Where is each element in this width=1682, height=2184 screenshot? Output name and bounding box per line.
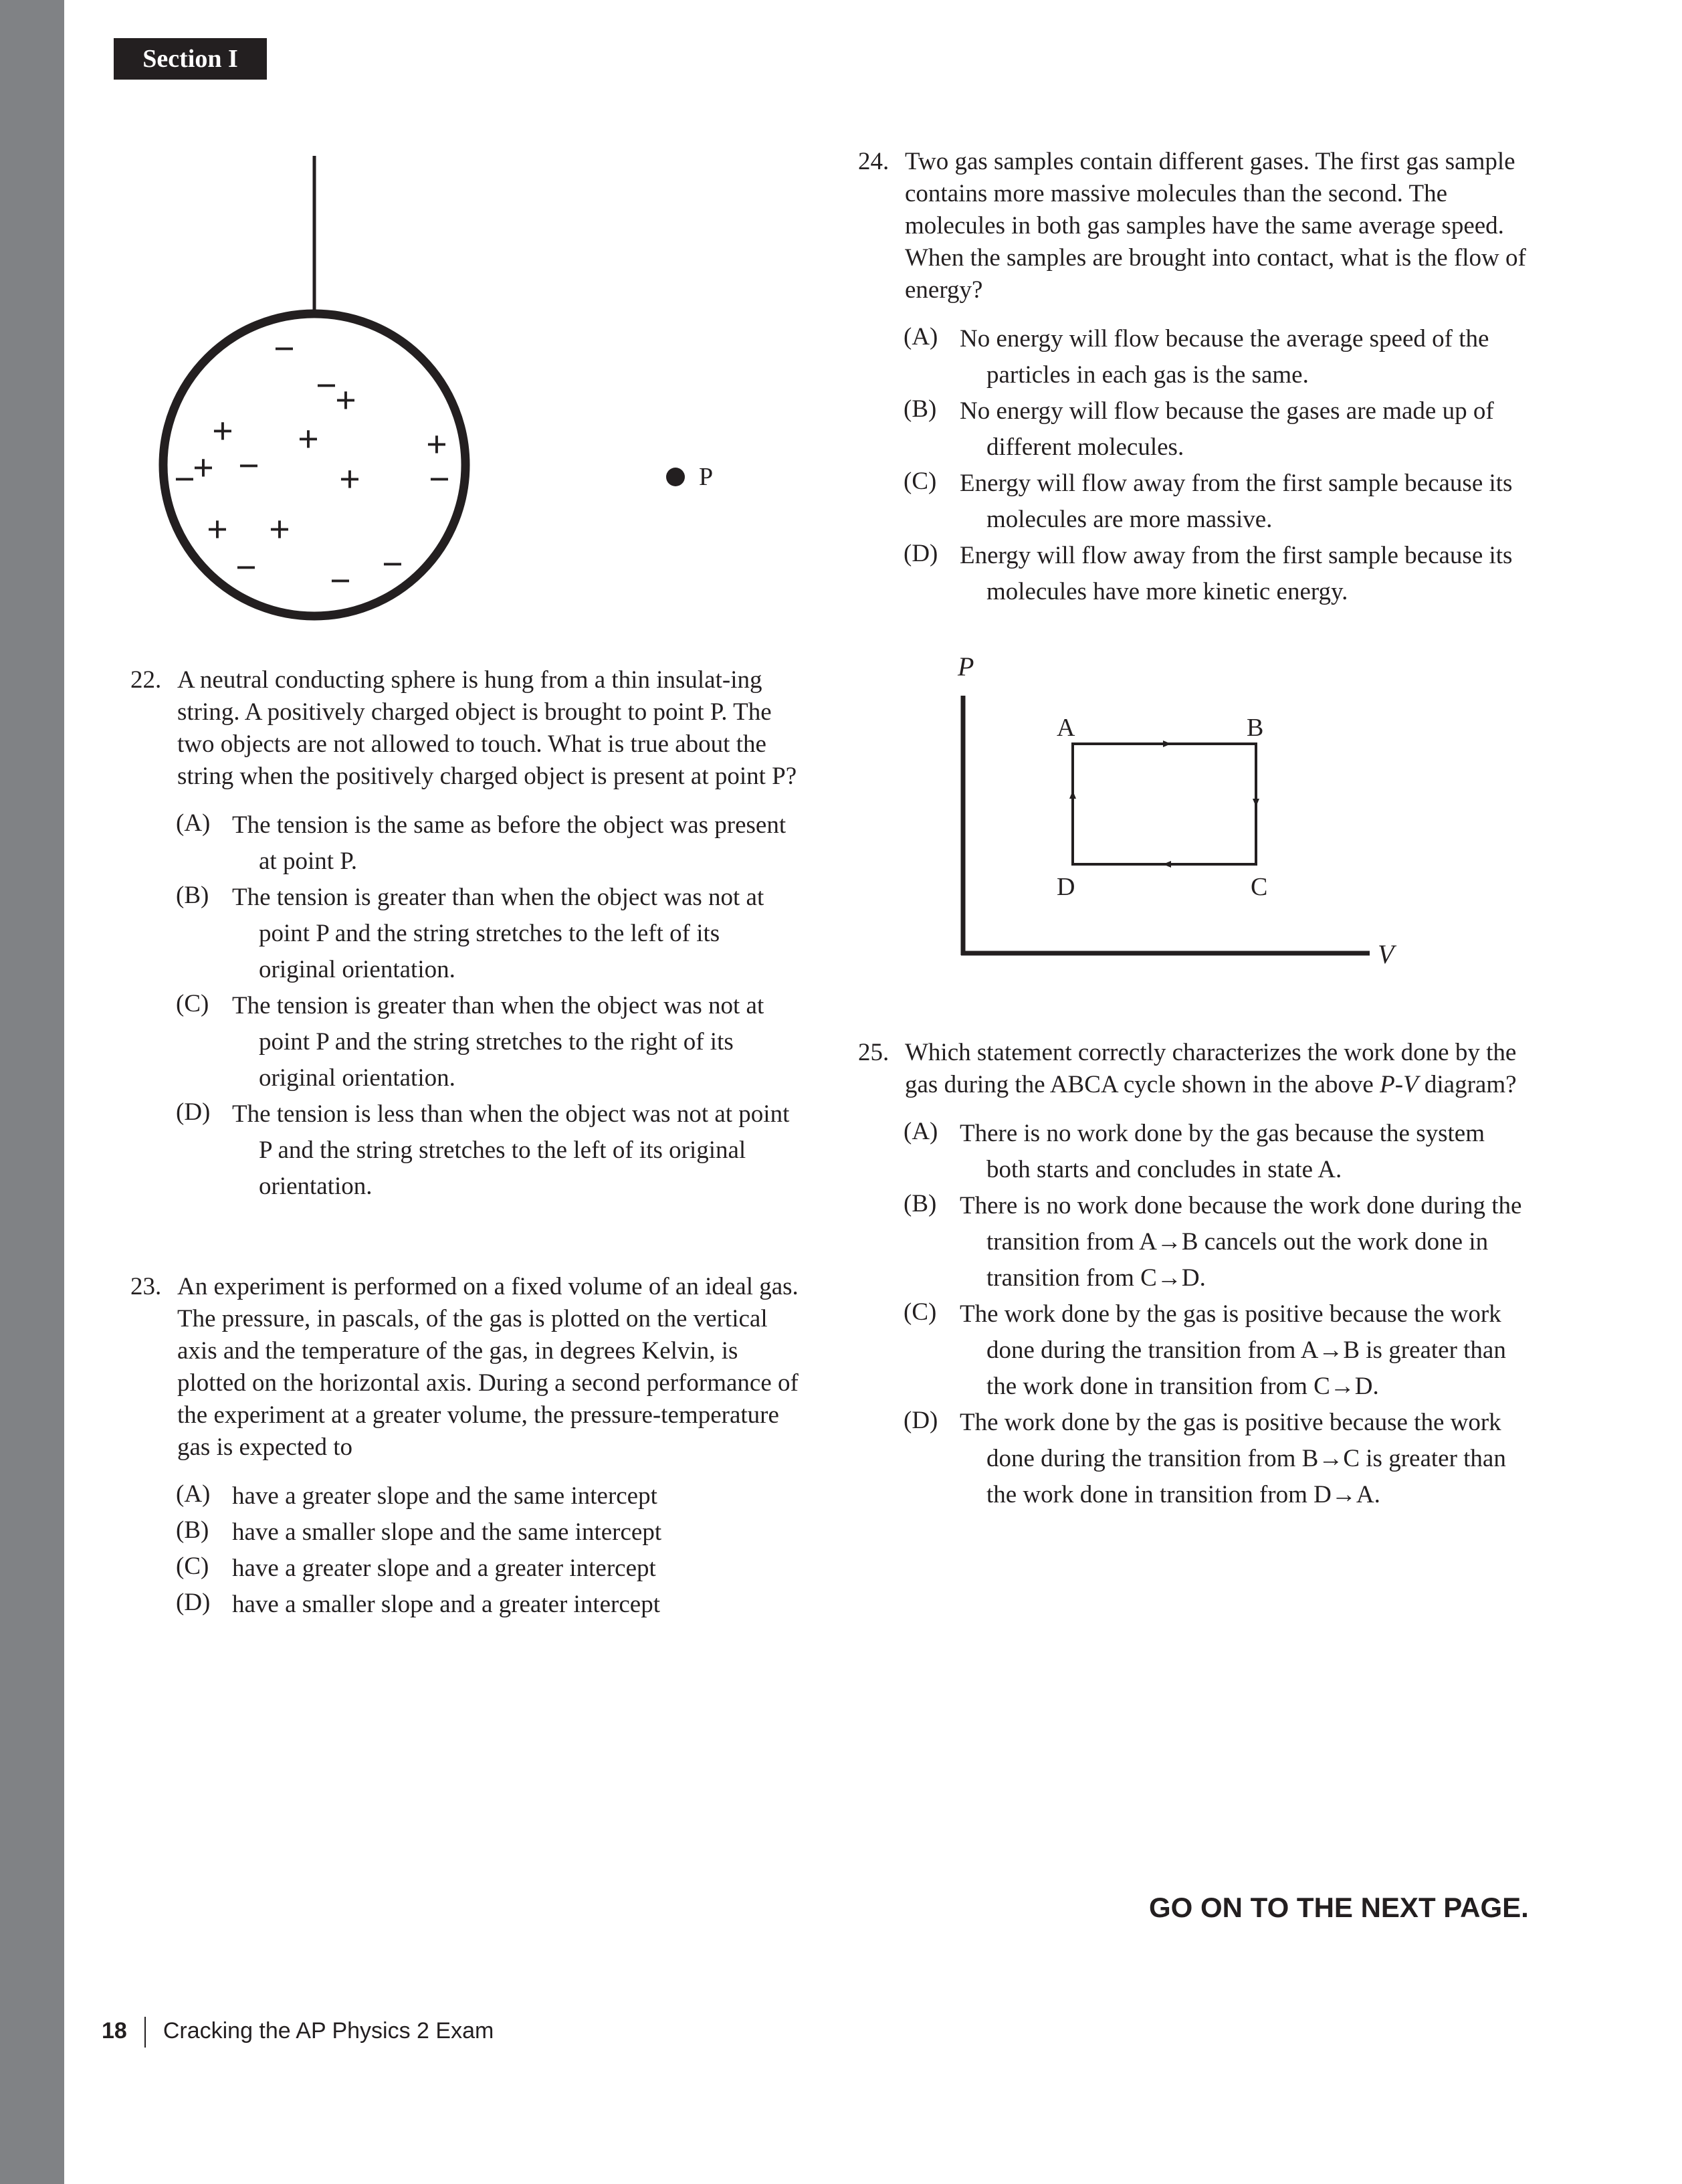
footer-divider xyxy=(144,2017,146,2048)
page-number: 18 xyxy=(102,2017,127,2044)
go-on-next-page: GO ON TO THE NEXT PAGE. xyxy=(1149,1892,1529,1923)
choice-letter: (A) xyxy=(176,809,211,837)
choice-letter: (C) xyxy=(176,1553,209,1580)
charge-sign: − xyxy=(429,459,450,500)
question-text: Two gas samples contain different gases. The first gas sample contains more massive molecules than the second. The molecules in both gas samples have the same average speed. When the samples are brought into contact, what is the flow of energy? xyxy=(905,148,1526,304)
charge-sign: + xyxy=(269,509,290,551)
choice-letter: (C) xyxy=(904,468,937,495)
answer-choices xyxy=(904,1116,1527,1513)
question-text: A neutral conducting sphere is hung from a thin insulat-ing string. A positively charged object is brought to point P. The two objects are not allowed to touch. What is true about the string when the positively charged object is present at point P? xyxy=(177,666,797,790)
point-p-marker xyxy=(666,468,685,486)
question-25 xyxy=(858,1037,1527,1513)
charge-sign: − xyxy=(382,544,403,585)
answer-choice-c[interactable] xyxy=(176,1551,799,1587)
choice-text: There is no work done because the work done during the transition from A→B cancels out the work done in transition from C→D. xyxy=(960,1192,1522,1292)
charge-sign: − xyxy=(238,445,259,487)
charge-sign: − xyxy=(235,547,257,589)
choice-text: The tension is the same as before the object was present at point P. xyxy=(232,811,786,875)
choice-text: The work done by the gas is positive because the work done during the transition from A→B is greater than the work done in transition from C→D. xyxy=(960,1300,1506,1400)
choice-text: The tension is greater than when the object was not at point P and the string stretches to the right of its original orientation. xyxy=(232,992,764,1092)
corner-a-label: A xyxy=(1057,714,1075,742)
answer-choice-c[interactable] xyxy=(904,466,1527,538)
question-number: 22. xyxy=(130,666,162,694)
question-22 xyxy=(130,664,799,1205)
question-number: 25. xyxy=(858,1039,889,1066)
question-text-italic: P-V xyxy=(1380,1071,1418,1098)
answer-choice-d[interactable] xyxy=(904,538,1527,610)
answer-choice-d[interactable] xyxy=(176,1587,799,1623)
choice-text: There is no work done by the gas because the system both starts and concludes in state A. xyxy=(960,1120,1485,1183)
choice-text: have a greater slope and the same intercept xyxy=(232,1482,657,1510)
answer-choice-b[interactable] xyxy=(176,880,799,988)
answer-choice-b[interactable] xyxy=(176,1514,799,1551)
charge-sign: − xyxy=(174,459,195,500)
choice-letter: (D) xyxy=(904,1407,938,1434)
question-stem xyxy=(858,1037,1527,1101)
book-title: Cracking the AP Physics 2 Exam xyxy=(163,2017,494,2044)
choice-text: Energy will flow away from the first sample because its molecules are more massive. xyxy=(960,470,1513,533)
question-24 xyxy=(858,146,1527,610)
charge-sign: − xyxy=(330,561,351,602)
x-axis-label: V xyxy=(1378,939,1394,969)
page-edge-bar xyxy=(0,0,64,2184)
choice-letter: (D) xyxy=(176,1098,211,1126)
question-number: 24. xyxy=(858,148,889,175)
choice-text: The tension is less than when the object was not at point P and the string stretches to the left of its original orientation. xyxy=(232,1100,790,1200)
choice-text: The tension is greater than when the object was not at point P and the string stretches to the left of its original orientation. xyxy=(232,884,764,983)
answer-choice-a[interactable] xyxy=(904,1116,1527,1188)
choice-text: No energy will flow because the gases are made up of different molecules. xyxy=(960,397,1494,461)
y-axis-label: P xyxy=(958,652,974,682)
choice-text: No energy will flow because the average speed of the particles in each gas is the same. xyxy=(960,325,1489,389)
charge-sign: + xyxy=(426,424,447,466)
question-stem xyxy=(858,146,1527,306)
answer-choices xyxy=(176,1478,799,1623)
question-text: An experiment is performed on a fixed volume of an ideal gas. The pressure, in pascals, of the gas is plotted on the vertical axis and the temperature of the gas, in degrees Kelvin, is plotted on the horizontal axis. During a second performance of the experiment at a greater volume, the pressure-temperature gas is expected to xyxy=(177,1273,799,1461)
question-text: Which statement correctly characterizes the work done by the gas during the ABCA cycle shown in the above xyxy=(905,1039,1517,1098)
answer-choices xyxy=(176,807,799,1205)
charge-sign: + xyxy=(207,509,228,551)
question-stem xyxy=(130,664,799,793)
choice-text: have a greater slope and a greater intercept xyxy=(232,1555,656,1582)
answer-choice-d[interactable] xyxy=(904,1405,1527,1513)
answer-choice-c[interactable] xyxy=(904,1296,1527,1405)
charge-sign: + xyxy=(339,459,360,500)
answer-choice-b[interactable] xyxy=(904,393,1527,466)
choice-letter: (D) xyxy=(904,540,938,567)
choice-letter: (C) xyxy=(904,1298,937,1326)
answer-choices xyxy=(904,321,1527,610)
choice-text: The work done by the gas is positive because the work done during the transition from B→C is greater than the work done in transition from D→A. xyxy=(960,1409,1506,1508)
answer-choice-a[interactable] xyxy=(176,1478,799,1514)
corner-c-label: C xyxy=(1251,873,1268,901)
corner-d-label: D xyxy=(1057,873,1075,901)
answer-choice-a[interactable] xyxy=(904,321,1527,393)
choice-letter: (B) xyxy=(904,1190,937,1217)
question-text: diagram? xyxy=(1424,1071,1517,1098)
answer-choice-a[interactable] xyxy=(176,807,799,880)
answer-choice-c[interactable] xyxy=(176,988,799,1096)
charge-sign: + xyxy=(298,419,319,460)
charge-sign: + xyxy=(193,448,214,489)
cycle-rectangle xyxy=(1073,744,1256,864)
charge-sign: − xyxy=(274,328,295,370)
section-label: Section I xyxy=(114,38,267,80)
choice-letter: (A) xyxy=(176,1480,211,1508)
choice-letter: (D) xyxy=(176,1589,211,1616)
choice-letter: (B) xyxy=(904,395,937,423)
choice-letter: (B) xyxy=(176,1516,209,1544)
charge-sign: + xyxy=(212,411,233,452)
corner-b-label: B xyxy=(1247,714,1264,742)
choice-text: have a smaller slope and a greater intercept xyxy=(232,1591,660,1618)
answer-choice-d[interactable] xyxy=(176,1096,799,1205)
choice-letter: (A) xyxy=(904,323,938,351)
pv-diagram xyxy=(936,642,1431,977)
question-number: 23. xyxy=(130,1273,162,1300)
answer-choice-b[interactable] xyxy=(904,1188,1527,1296)
charge-sign: − xyxy=(316,365,337,407)
question-23 xyxy=(130,1271,799,1623)
question-stem xyxy=(130,1271,799,1464)
choice-letter: (A) xyxy=(904,1118,938,1145)
choice-text: have a smaller slope and the same intercept xyxy=(232,1518,662,1546)
choice-letter: (C) xyxy=(176,990,209,1017)
sphere-figure xyxy=(147,151,749,646)
charge-sign: + xyxy=(335,380,356,421)
choice-text: Energy will flow away from the first sample because its molecules have more kinetic energy. xyxy=(960,542,1513,605)
choice-letter: (B) xyxy=(176,882,209,909)
page-footer xyxy=(102,2017,494,2048)
point-p-label: P xyxy=(699,463,714,491)
